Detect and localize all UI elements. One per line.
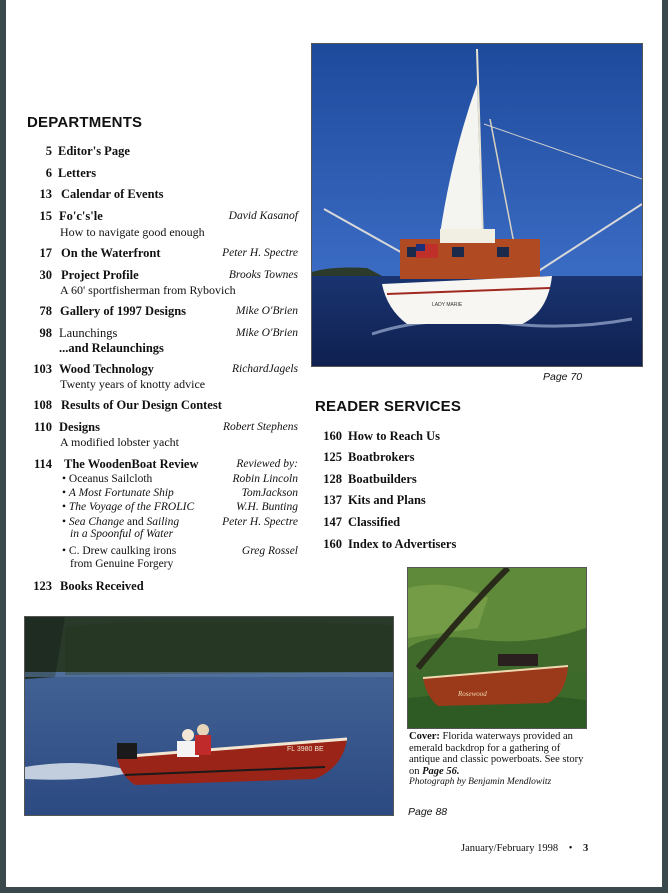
cover-image xyxy=(408,568,586,728)
page-footer xyxy=(461,843,588,854)
toc-author: Peter H. Spectre xyxy=(222,247,298,259)
review-item-joiner: and xyxy=(124,516,147,528)
magazine-page xyxy=(6,0,662,887)
departments-heading: DEPARTMENTS xyxy=(27,114,143,131)
review-item[interactable]: • C. Drew caulking irons xyxy=(62,545,177,557)
toc-reviewed-by: Reviewed by: xyxy=(236,458,298,470)
service-title[interactable]: Index to Advertisers xyxy=(348,537,457,551)
reader-services-heading: READER SERVICES xyxy=(315,398,462,415)
toc-title[interactable]: The WoodenBoat Review xyxy=(64,457,199,471)
toc-author: Mike O'Brien xyxy=(235,327,298,339)
review-reviewer: Robin Lincoln xyxy=(232,473,298,485)
review-item-text: A Most Fortunate Ship xyxy=(68,487,174,499)
review-reviewer: Greg Rossel xyxy=(241,545,298,557)
toc-title[interactable]: Letters xyxy=(58,166,97,180)
service-title[interactable]: Boatbuilders xyxy=(348,472,417,486)
sailboat-photo xyxy=(311,43,643,367)
review-reviewer: TomJackson xyxy=(241,487,298,499)
toc-title[interactable]: Books Received xyxy=(60,579,144,593)
review-item[interactable]: • Sea Change and Sailing xyxy=(62,516,180,528)
photo-page-reference: Page 88 xyxy=(408,806,448,818)
toc-title[interactable]: Project Profile xyxy=(61,268,139,282)
review-item-text: C. Drew caulking irons xyxy=(68,545,177,557)
toc-title[interactable]: Fo'c's'le xyxy=(59,209,103,223)
sailboat-image xyxy=(312,44,642,366)
toc-page-number: 15 xyxy=(39,209,52,223)
review-reviewer: W.H. Bunting xyxy=(236,501,298,513)
review-item[interactable]: • The Voyage of the FROLIC xyxy=(62,501,195,513)
boat-name: Rosewood xyxy=(458,690,487,698)
service-page-number: 147 xyxy=(323,515,342,529)
review-item[interactable]: • A Most Fortunate Ship xyxy=(62,487,174,499)
toc-title[interactable]: Editor's Page xyxy=(58,144,130,158)
toc-title-continued[interactable]: ...and Relaunchings xyxy=(59,341,164,355)
issue-date: January/February 1998 xyxy=(461,843,559,854)
toc-page-number: 110 xyxy=(33,420,52,434)
toc-page-number: 13 xyxy=(39,187,52,201)
toc-page-number: 123 xyxy=(33,579,52,593)
service-title[interactable]: Classified xyxy=(348,515,401,529)
review-item-continued: in a Spoonful of Water xyxy=(70,528,174,540)
toc-title[interactable]: Gallery of 1997 Designs xyxy=(60,304,187,318)
toc-subtitle: How to navigate good enough xyxy=(60,225,205,239)
toc-author: Mike O'Brien xyxy=(235,305,298,317)
service-page-number: 125 xyxy=(323,450,342,464)
service-page-number: 128 xyxy=(323,472,342,486)
toc-title[interactable]: Designs xyxy=(59,420,100,434)
review-reviewer: Peter H. Spectre xyxy=(222,516,298,528)
cover-caption-label: Cover: xyxy=(409,731,440,742)
photo-credit: Photograph by Benjamin Mendlowitz xyxy=(409,777,552,787)
toc-page-number: 30 xyxy=(39,268,52,282)
cover-caption xyxy=(409,731,589,789)
service-title[interactable]: Kits and Plans xyxy=(348,493,426,507)
service-page-number: 160 xyxy=(323,429,342,443)
toc-title[interactable]: Calendar of Events xyxy=(61,187,164,201)
service-page-number: 160 xyxy=(323,537,342,551)
service-title[interactable]: Boatbrokers xyxy=(348,450,415,464)
toc-author: Robert Stephens xyxy=(222,421,298,433)
cover-caption-text: Florida waterways provided an emerald backdrop for a gathering of antique and classic powerboats. See story on xyxy=(409,731,584,777)
photo-page-reference: Page 70 xyxy=(543,371,583,383)
footer-bullet: • xyxy=(568,843,573,854)
review-item-continued: from Genuine Forgery xyxy=(70,558,174,570)
toc-author: RichardJagels xyxy=(231,363,298,375)
toc-subtitle: A modified lobster yacht xyxy=(60,435,179,449)
toc-title[interactable]: On the Waterfront xyxy=(61,246,161,260)
service-title[interactable]: How to Reach Us xyxy=(348,429,441,443)
toc-page-number: 5 xyxy=(45,144,52,158)
toc-page-number: 98 xyxy=(39,326,52,340)
boat-name: LADY MARIE xyxy=(432,302,463,308)
toc-author: David Kasanof xyxy=(228,210,298,222)
cover-photo xyxy=(407,567,587,729)
toc-page-number: 108 xyxy=(33,398,52,412)
page-number: 3 xyxy=(583,843,589,854)
toc-subtitle: A 60' sportfisherman from Rybovich xyxy=(60,283,236,297)
toc-page-number: 114 xyxy=(33,457,52,471)
toc-page-number: 103 xyxy=(33,362,52,376)
review-item[interactable]: • Oceanus Sailcloth xyxy=(62,473,153,485)
review-item-text: The Voyage of the FROLIC xyxy=(68,501,195,513)
review-item-text: Sea Change xyxy=(68,516,125,528)
toc-author: Brooks Townes xyxy=(228,269,298,281)
toc-title[interactable]: Wood Technology xyxy=(59,362,154,376)
launch-image xyxy=(25,617,393,815)
toc-subtitle: Twenty years of knotty advice xyxy=(60,377,206,391)
toc-title[interactable]: Results of Our Design Contest xyxy=(61,398,222,412)
toc-page-number: 6 xyxy=(45,166,52,180)
service-page-number: 137 xyxy=(323,493,342,507)
toc-title[interactable]: Launchings xyxy=(59,326,118,340)
review-item-text: Sailing xyxy=(146,516,180,528)
launch-photo xyxy=(24,616,394,816)
registration-number: FL 3980 BE xyxy=(287,746,324,753)
cover-caption-page[interactable]: Page 56. xyxy=(422,765,460,777)
review-item-text: Oceanus Sailcloth xyxy=(68,473,153,485)
toc-page-number: 17 xyxy=(39,246,52,260)
toc-page-number: 78 xyxy=(39,304,52,318)
